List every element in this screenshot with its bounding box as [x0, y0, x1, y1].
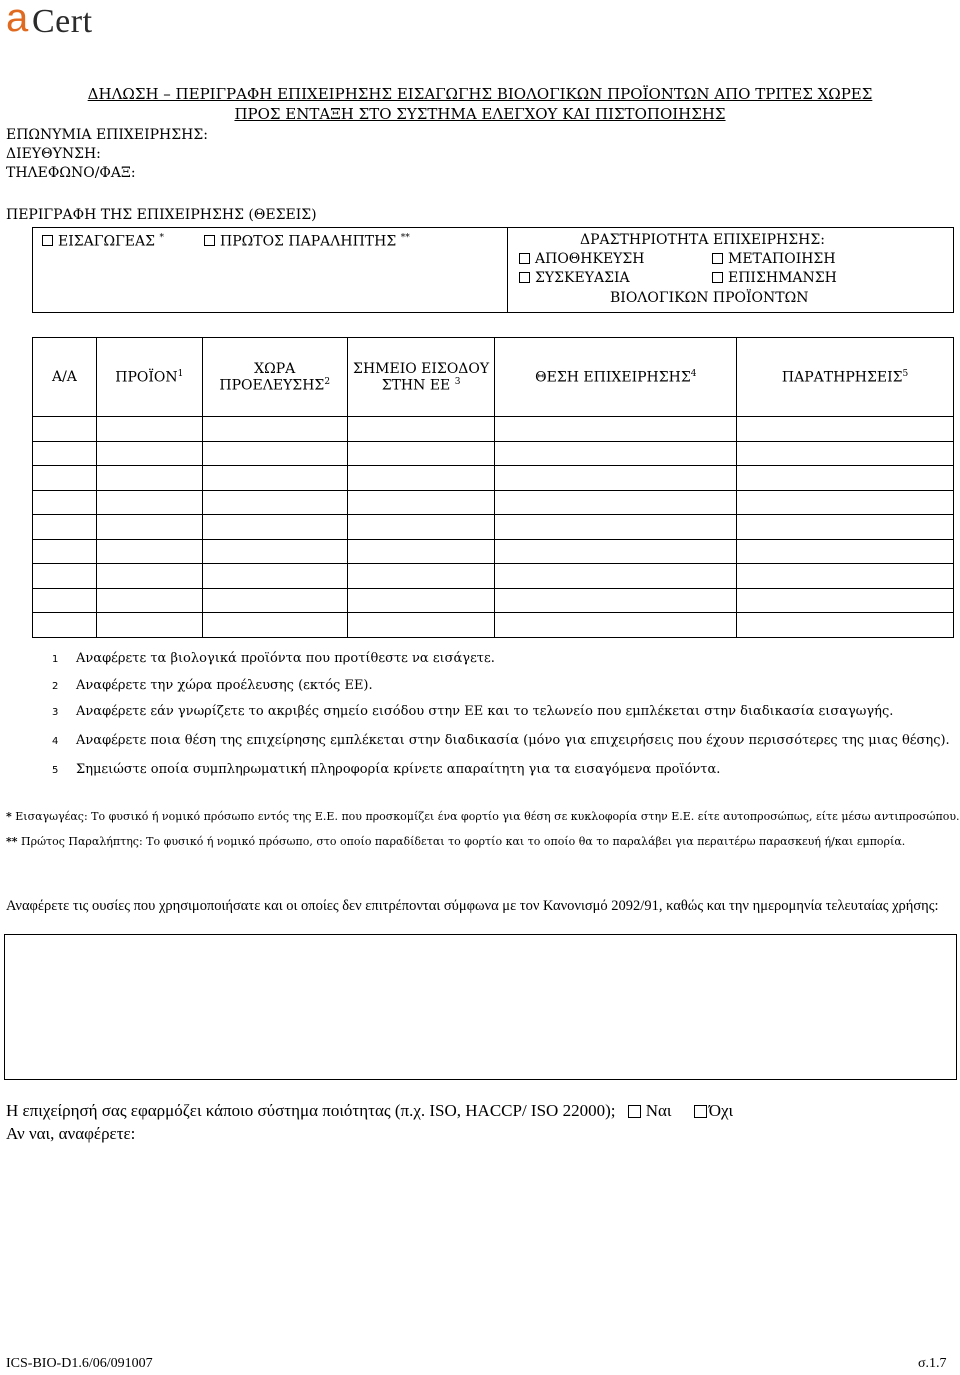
- table-cell[interactable]: [737, 417, 954, 442]
- substances-answer-box[interactable]: [4, 934, 957, 1080]
- description-divider: [507, 227, 508, 313]
- quality-yes-label: Ναι: [645, 1101, 672, 1120]
- table-cell[interactable]: [96, 613, 202, 638]
- table-cell[interactable]: [33, 539, 97, 564]
- table-cell[interactable]: [737, 441, 954, 466]
- processing-option[interactable]: [712, 251, 836, 267]
- col-header-position: ΘΕΣΗ ΕΠΙΧΕΙΡΗΣΗΣ$^4$: [495, 338, 737, 417]
- table-cell[interactable]: [737, 490, 954, 515]
- quality-no-checkbox[interactable]: [694, 1105, 707, 1118]
- table-cell[interactable]: [202, 466, 347, 491]
- receiver-mark: **: [400, 233, 410, 243]
- description-heading: ΠΕΡΙΓΡΑΦΗ ΤΗΣ ΕΠΙΧΕΙΡΗΣΗΣ (ΘΕΣΕΙΣ): [6, 207, 317, 223]
- footnote-5: 5 Σημειώστε οποία συμπληρωματική πληροφορία κρίνετε απαραίτητη για τα εισαγόμενα προϊόντα.: [52, 762, 721, 777]
- quality-if-yes: Αν ναι, αναφέρετε:: [6, 1124, 136, 1143]
- table-cell[interactable]: [495, 515, 737, 540]
- table-cell[interactable]: [33, 515, 97, 540]
- footnote-1: 1 Αναφέρετε τα βιολογικά προϊόντα που προτίθεστε να εισάγετε.: [52, 651, 495, 666]
- labeling-checkbox[interactable]: [712, 272, 723, 283]
- table-cell[interactable]: [495, 613, 737, 638]
- phone-fax-label: ΤΗΛΕΦΩΝΟ/ΦΑΞ:: [6, 165, 136, 181]
- table-cell[interactable]: [202, 588, 347, 613]
- col-header-entry-point: ΣΗΜΕΙΟ ΕΙΣΟΔΟΥ ΣΤΗΝ ΕΕ $^3$: [347, 338, 495, 417]
- table-cell[interactable]: [495, 564, 737, 589]
- importer-definition: * Εισαγωγέας: Το φυσικό ή νομικό πρόσωπο εντός της Ε.Ε. που προσκομίζει ένα φορτίο για θέση σε κυκλοφορία στην Ε.Ε. είτε αυτοπροσώπως, είτε μέσω αντιπροσώπου.: [6, 810, 960, 823]
- table-cell[interactable]: [737, 564, 954, 589]
- table-cell[interactable]: [202, 417, 347, 442]
- page-title-line2: ΠΡΟΣ ΕΝΤΑΞΗ ΣΤΟ ΣΥΣΤΗΜΑ ΕΛΕΓΧΟΥ ΚΑΙ ΠΙΣΤΟΠΟΙΗΣΗΣ: [234, 105, 726, 123]
- table-row: [33, 539, 954, 564]
- table-row: [33, 417, 954, 442]
- activity-heading: ΔΡΑΣΤΗΡΙΟΤΗΤΑ ΕΠΙΧΕΙΡΗΣΗΣ:: [580, 232, 825, 248]
- storage-label: ΑΠΟΘΗΚΕΥΣΗ: [535, 251, 645, 267]
- products-table: [32, 337, 954, 638]
- table-cell[interactable]: [96, 515, 202, 540]
- quality-question: Η επιχείρησή σας εφαρμόζει κάποιο σύστημα ποιότητας (π.χ. ISO, HACCP/ ISO 22000);: [6, 1101, 616, 1120]
- table-cell[interactable]: [737, 515, 954, 540]
- quality-no-label: Όχι: [708, 1101, 734, 1120]
- table-cell[interactable]: [495, 490, 737, 515]
- footnote-3: 3 Αναφέρετε εάν γνωρίζετε το ακριβές σημείο εισόδου στην ΕΕ και το τελωνείο που εμπλέκεται στην διαδικασία εισαγωγής.: [52, 704, 894, 719]
- labeling-label: ΕΠΙΣΗΜΑΝΣΗ: [728, 270, 837, 286]
- footnote-4: 4 Αναφέρετε ποια θέση της επιχείρησης εμπλέκεται στην διαδικασία (μόνο για επιχειρήσεις που έχουν περισσότερες της μιας θέσης).: [52, 733, 950, 748]
- table-cell[interactable]: [737, 613, 954, 638]
- table-cell[interactable]: [96, 539, 202, 564]
- table-cell[interactable]: [96, 588, 202, 613]
- table-cell[interactable]: [96, 441, 202, 466]
- logo-cert: Cert: [32, 3, 93, 40]
- table-cell[interactable]: [495, 417, 737, 442]
- processing-label: ΜΕΤΑΠΟΙΗΣΗ: [728, 251, 836, 267]
- table-cell[interactable]: [33, 564, 97, 589]
- table-cell[interactable]: [202, 539, 347, 564]
- quality-yes-checkbox[interactable]: [628, 1105, 641, 1118]
- table-cell[interactable]: [202, 490, 347, 515]
- col-header-country: ΧΩΡΑ ΠΡΟΕΛΕΥΣΗΣ$^2$: [202, 338, 347, 417]
- table-header-row: [33, 338, 954, 417]
- page-title-line1: ΔΗΛΩΣΗ – ΠΕΡΙΓΡΑΦΗ ΕΠΙΧΕΙΡΗΣΗΣ ΕΙΣΑΓΩΓΗΣ ΒΙΟΛΟΓΙΚΩΝ ΠΡΟΪΟΝΤΩΝ ΑΠΟ ΤΡΙΤΕΣ ΧΩΡΕΣ: [87, 85, 873, 103]
- substances-question: Αναφέρετε τις ουσίες που χρησιμοποιήσατε και οι οποίες δεν επιτρέπονται σύμφωνα με τον Κανονισμό 2092/91, καθώς και την ημερομηνία τελευταίας χρήσης:: [6, 898, 939, 914]
- storage-checkbox[interactable]: [519, 253, 530, 264]
- importer-label: ΕΙΣΑΓΩΓΕΑΣ: [58, 233, 156, 250]
- packaging-checkbox[interactable]: [519, 272, 530, 283]
- table-cell[interactable]: [96, 466, 202, 491]
- table-cell[interactable]: [347, 417, 495, 442]
- col-header-aa: Α/Α: [33, 338, 97, 417]
- table-cell[interactable]: [737, 539, 954, 564]
- document-code: ICS-BIO-D1.6/06/091007: [6, 1356, 153, 1371]
- logo-a: a: [6, 0, 29, 40]
- table-row: [33, 441, 954, 466]
- quality-no-option[interactable]: [694, 1101, 733, 1120]
- table-cell[interactable]: [347, 441, 495, 466]
- address-label: ΔΙΕΥΘΥΝΣΗ:: [6, 146, 101, 162]
- business-name-label: ΕΠΩΝΥΜΙΑ ΕΠΙΧΕΙΡΗΣΗΣ:: [6, 127, 208, 143]
- table-cell[interactable]: [202, 515, 347, 540]
- importer-option[interactable]: [42, 233, 164, 250]
- table-cell[interactable]: [96, 417, 202, 442]
- table-cell[interactable]: [495, 466, 737, 491]
- table-cell[interactable]: [33, 441, 97, 466]
- importer-checkbox[interactable]: [42, 235, 53, 246]
- table-cell[interactable]: [96, 490, 202, 515]
- packaging-label: ΣΥΣΚΕΥΑΣΙΑ: [535, 270, 630, 286]
- table-cell[interactable]: [33, 613, 97, 638]
- first-receiver-checkbox[interactable]: [204, 235, 215, 246]
- col-header-product: ΠΡΟΪΟΝ$^1$: [96, 338, 202, 417]
- table-row: [33, 490, 954, 515]
- table-cell[interactable]: [737, 466, 954, 491]
- labeling-option[interactable]: [712, 270, 837, 286]
- table-row: [33, 466, 954, 491]
- table-cell[interactable]: [347, 466, 495, 491]
- processing-checkbox[interactable]: [712, 253, 723, 264]
- first-receiver-option[interactable]: [204, 233, 410, 250]
- table-cell[interactable]: [96, 564, 202, 589]
- table-cell[interactable]: [33, 490, 97, 515]
- table-cell[interactable]: [347, 515, 495, 540]
- footnote-2: 2 Αναφέρετε την χώρα προέλευσης (εκτός ΕΕ).: [52, 678, 373, 693]
- table-cell[interactable]: [202, 564, 347, 589]
- table-cell[interactable]: [737, 588, 954, 613]
- table-cell[interactable]: [495, 441, 737, 466]
- table-row: [33, 564, 954, 589]
- packaging-option[interactable]: [519, 270, 630, 286]
- table-row: [33, 588, 954, 613]
- table-cell[interactable]: [495, 588, 737, 613]
- table-row: [33, 515, 954, 540]
- first-receiver-definition: ** Πρώτος Παραλήπτης: Το φυσικό ή νομικό πρόσωπο, στο οποίο παραδίδεται το φορτίο και το οποίο θα το παραλάβει για περαιτέρω παρασκευή ή/και εμπορία.: [6, 835, 906, 848]
- col-header-remarks: ΠΑΡΑΤΗΡΗΣΕΙΣ$^5$: [737, 338, 954, 417]
- table-cell[interactable]: [202, 613, 347, 638]
- quality-system-row: [6, 1101, 733, 1121]
- table-cell[interactable]: [347, 490, 495, 515]
- table-cell[interactable]: [347, 539, 495, 564]
- importer-mark: *: [159, 233, 164, 243]
- page-number: σ.1.7: [918, 1356, 947, 1371]
- table-cell[interactable]: [347, 613, 495, 638]
- first-receiver-label: ΠΡΩΤΟΣ ΠΑΡΑΛΗΠΤΗΣ: [220, 233, 397, 250]
- quality-yes-option[interactable]: [628, 1101, 672, 1120]
- table-cell[interactable]: [495, 539, 737, 564]
- table-cell[interactable]: [347, 588, 495, 613]
- table-cell[interactable]: [202, 441, 347, 466]
- table-cell[interactable]: [33, 588, 97, 613]
- table-cell[interactable]: [347, 564, 495, 589]
- organic-products-label: ΒΙΟΛΟΓΙΚΩΝ ΠΡΟΪΟΝΤΩΝ: [610, 290, 809, 306]
- storage-option[interactable]: [519, 251, 645, 267]
- table-cell[interactable]: [33, 466, 97, 491]
- table-cell[interactable]: [33, 417, 97, 442]
- table-row: [33, 613, 954, 638]
